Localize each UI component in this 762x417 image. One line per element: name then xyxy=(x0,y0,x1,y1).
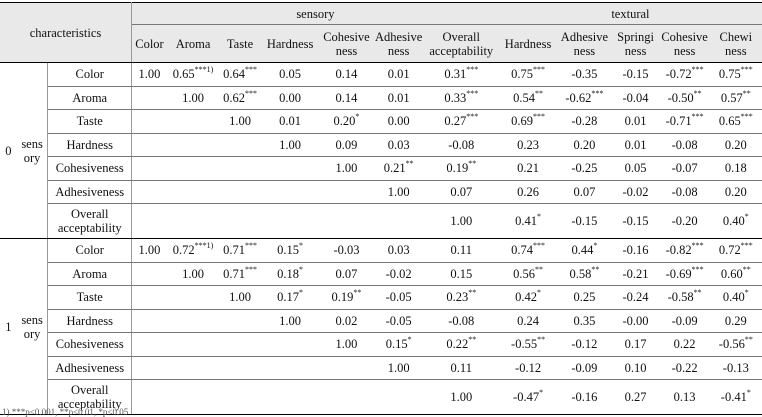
header-characteristics: characteristics xyxy=(0,3,132,63)
table-cell: 0.27*** xyxy=(424,110,499,134)
table-cell xyxy=(219,333,261,357)
table-cell: -0.15 xyxy=(612,204,660,239)
table-cell xyxy=(319,204,373,239)
table-cell xyxy=(167,157,219,181)
table-cell: 0.54** xyxy=(499,86,557,110)
table-cell: 0.58** xyxy=(557,262,611,286)
table-cell: 0.11 xyxy=(424,239,499,263)
group-label: sens ory xyxy=(17,63,48,239)
table-cell: 0.23** xyxy=(424,286,499,310)
table-cell: 0.10 xyxy=(612,356,660,380)
table-cell: 1.00 xyxy=(374,356,424,380)
table-cell: 0.29 xyxy=(710,309,762,333)
table-cell: 0.27 xyxy=(612,380,660,415)
table-row xyxy=(0,110,762,134)
table-cell: -0.25 xyxy=(557,157,611,181)
table-cell: 0.05 xyxy=(261,63,319,87)
table-cell xyxy=(132,157,167,181)
table-cell: 0.17 xyxy=(612,333,660,357)
table-cell: 0.71*** xyxy=(219,262,261,286)
table-cell: 0.07 xyxy=(319,262,373,286)
table-cell: -0.15 xyxy=(612,63,660,87)
row-label: Cohesiveness xyxy=(48,333,132,357)
table-cell: 0.19** xyxy=(319,286,373,310)
table-cell: 0.44* xyxy=(557,239,611,263)
footnote: 1) ***p<0.001, **p<0.01, *p<0.05 xyxy=(2,407,129,417)
table-cell: 0.05 xyxy=(612,157,660,181)
table-cell: 1.00 xyxy=(167,262,219,286)
table-cell xyxy=(319,356,373,380)
table-cell: 0.14 xyxy=(319,63,373,87)
table-cell: -0.02 xyxy=(612,180,660,204)
table-cell: 1.00 xyxy=(261,309,319,333)
table-cell: 0.15* xyxy=(261,239,319,263)
table-cell: 0.21** xyxy=(374,157,424,181)
table-cell xyxy=(132,356,167,380)
table-cell xyxy=(132,204,167,239)
table-cell: 0.20 xyxy=(710,180,762,204)
table-cell: 1.00 xyxy=(319,333,373,357)
table-cell: -0.56** xyxy=(710,333,762,357)
row-label: Adhesiveness xyxy=(48,180,132,204)
table-cell: 0.40* xyxy=(710,204,762,239)
table-cell: 0.03 xyxy=(374,133,424,157)
table-cell xyxy=(219,133,261,157)
table-cell: 0.20 xyxy=(710,133,762,157)
table-cell xyxy=(374,204,424,239)
table-cell: -0.15 xyxy=(557,204,611,239)
table-cell: 0.18* xyxy=(261,262,319,286)
table-cell: 0.64*** xyxy=(219,63,261,87)
row-label: Overall acceptability xyxy=(48,380,132,415)
table-cell: 0.01 xyxy=(261,110,319,134)
table-cell: 0.00 xyxy=(261,86,319,110)
table-cell: -0.16 xyxy=(557,380,611,415)
table-cell xyxy=(132,110,167,134)
table-cell: 0.15 xyxy=(424,262,499,286)
row-label: Overall acceptability xyxy=(48,204,132,239)
table-cell: 0.20* xyxy=(319,110,373,134)
table-cell: -0.82*** xyxy=(660,239,710,263)
table-cell xyxy=(167,333,219,357)
table-cell xyxy=(261,356,319,380)
table-cell: 0.65*** xyxy=(710,110,762,134)
group-number: 1 xyxy=(0,239,17,415)
table-cell: 0.01 xyxy=(374,86,424,110)
table-cell xyxy=(219,380,261,415)
table-cell: 0.11 xyxy=(424,356,499,380)
group-number: 0 xyxy=(0,63,17,239)
table-cell: 1.00 xyxy=(132,239,167,263)
row-label: Taste xyxy=(48,286,132,310)
table-cell xyxy=(261,204,319,239)
table-cell: 1.00 xyxy=(374,180,424,204)
table-cell: 1.00 xyxy=(219,286,261,310)
column-header: Hardness xyxy=(261,25,319,63)
table-cell: 0.60** xyxy=(710,262,762,286)
group-label: sens ory xyxy=(17,239,48,415)
table-cell xyxy=(261,380,319,415)
table-cell: 0.03 xyxy=(374,239,424,263)
table-row xyxy=(0,239,762,263)
table-cell: -0.47* xyxy=(499,380,557,415)
table-cell: 0.41* xyxy=(499,204,557,239)
column-header: Color xyxy=(132,25,167,63)
table-cell xyxy=(261,180,319,204)
table-cell: -0.21 xyxy=(612,262,660,286)
table-cell xyxy=(132,86,167,110)
table-cell xyxy=(132,180,167,204)
column-header: Aroma xyxy=(167,25,219,63)
table-row xyxy=(0,86,762,110)
column-header: Cohesive ness xyxy=(660,25,710,63)
table-cell: -0.72*** xyxy=(660,63,710,87)
table-row xyxy=(0,157,762,181)
table-cell: 0.07 xyxy=(557,180,611,204)
table-cell: 0.21 xyxy=(499,157,557,181)
table-cell: -0.07 xyxy=(660,157,710,181)
table-cell: -0.05 xyxy=(374,309,424,333)
table-cell: 0.18 xyxy=(710,157,762,181)
table-row xyxy=(0,356,762,380)
column-header: Overall acceptability xyxy=(424,25,499,63)
table-cell: 0.22** xyxy=(424,333,499,357)
table-cell xyxy=(132,133,167,157)
table-cell: 0.33*** xyxy=(424,86,499,110)
header-sensory: sensory xyxy=(132,3,499,25)
table-cell: 0.13 xyxy=(660,380,710,415)
table-cell: -0.24 xyxy=(612,286,660,310)
table-cell: 0.15* xyxy=(374,333,424,357)
table-cell: 0.14 xyxy=(319,86,373,110)
row-label: Hardness xyxy=(48,133,132,157)
table-cell: -0.09 xyxy=(557,356,611,380)
row-label: Color xyxy=(48,239,132,263)
table-cell: 0.19** xyxy=(424,157,499,181)
table-cell xyxy=(132,380,167,415)
table-cell: 0.71*** xyxy=(219,239,261,263)
table-cell xyxy=(167,356,219,380)
row-label: Aroma xyxy=(48,86,132,110)
table-cell: 1.00 xyxy=(261,133,319,157)
table-cell: 1.00 xyxy=(319,157,373,181)
table-cell xyxy=(219,356,261,380)
table-cell: 0.62*** xyxy=(219,86,261,110)
table-cell xyxy=(167,133,219,157)
table-cell: 0.01 xyxy=(612,110,660,134)
table-row xyxy=(0,133,762,157)
table-cell: -0.35 xyxy=(557,63,611,87)
column-header: Cohesive ness xyxy=(319,25,373,63)
header-textural: textural xyxy=(499,3,762,25)
table-cell: 0.75*** xyxy=(710,63,762,87)
table-cell: -0.69*** xyxy=(660,262,710,286)
table-cell: 1.00 xyxy=(167,86,219,110)
column-header: Adhesive ness xyxy=(557,25,611,63)
table-cell: 0.00 xyxy=(374,110,424,134)
table-cell xyxy=(261,157,319,181)
table-cell xyxy=(167,204,219,239)
table-cell: 0.07 xyxy=(424,180,499,204)
table-cell: 0.35 xyxy=(557,309,611,333)
table-row xyxy=(0,63,762,87)
table-cell xyxy=(219,309,261,333)
table-cell: -0.58** xyxy=(660,286,710,310)
table-row xyxy=(0,309,762,333)
row-label: Taste xyxy=(48,110,132,134)
table-cell: 0.20 xyxy=(557,133,611,157)
table-cell xyxy=(167,309,219,333)
table-cell: -0.62*** xyxy=(557,86,611,110)
table-cell: -0.28 xyxy=(557,110,611,134)
table-cell: 0.72*** xyxy=(710,239,762,263)
table-row xyxy=(0,333,762,357)
table-cell: -0.12 xyxy=(499,356,557,380)
table-row xyxy=(0,204,762,239)
table-cell: -0.22 xyxy=(660,356,710,380)
table-cell xyxy=(319,180,373,204)
table-cell: -0.08 xyxy=(424,133,499,157)
table-cell: 1.00 xyxy=(219,110,261,134)
table-cell: 0.72$^{***1)}$ xyxy=(167,239,219,263)
table-cell: 0.74*** xyxy=(499,239,557,263)
table-cell: 0.25 xyxy=(557,286,611,310)
table-cell: -0.08 xyxy=(660,180,710,204)
table-cell: -0.12 xyxy=(557,333,611,357)
correlation-table xyxy=(0,2,762,415)
table-cell: 0.01 xyxy=(374,63,424,87)
table-cell: -0.71*** xyxy=(660,110,710,134)
table-cell: -0.13 xyxy=(710,356,762,380)
column-header: Taste xyxy=(219,25,261,63)
table-cell: 0.69*** xyxy=(499,110,557,134)
table-cell: 1.00 xyxy=(424,204,499,239)
table-cell xyxy=(374,380,424,415)
table-cell xyxy=(132,333,167,357)
table-cell: -0.09 xyxy=(660,309,710,333)
table-cell: 0.31*** xyxy=(424,63,499,87)
table-cell xyxy=(132,262,167,286)
row-label: Aroma xyxy=(48,262,132,286)
table-cell: 0.57** xyxy=(710,86,762,110)
table-cell: -0.03 xyxy=(319,239,373,263)
row-label: Hardness xyxy=(48,309,132,333)
table-cell xyxy=(132,309,167,333)
column-header: Adhesive ness xyxy=(374,25,424,63)
table-cell: 0.56** xyxy=(499,262,557,286)
table-cell: 1.00 xyxy=(132,63,167,87)
table-cell: 0.22 xyxy=(660,333,710,357)
table-cell xyxy=(219,180,261,204)
table-cell: 1.00 xyxy=(424,380,499,415)
table-cell: -0.55** xyxy=(499,333,557,357)
table-cell: -0.41* xyxy=(710,380,762,415)
table-cell xyxy=(167,286,219,310)
table-cell xyxy=(167,180,219,204)
table-cell: -0.50** xyxy=(660,86,710,110)
table-cell: 0.23 xyxy=(499,133,557,157)
table-cell: 0.02 xyxy=(319,309,373,333)
table-cell: 0.24 xyxy=(499,309,557,333)
table-cell: 0.65$^{***1)}$ xyxy=(167,63,219,87)
table-row xyxy=(0,286,762,310)
table-row xyxy=(0,262,762,286)
row-label: Cohesiveness xyxy=(48,157,132,181)
table-cell xyxy=(219,157,261,181)
table-cell: -0.20 xyxy=(660,204,710,239)
table-cell: -0.16 xyxy=(612,239,660,263)
table-cell xyxy=(319,380,373,415)
table-cell: 0.42* xyxy=(499,286,557,310)
table-cell xyxy=(261,333,319,357)
table-cell: 0.40* xyxy=(710,286,762,310)
table-cell: 0.75*** xyxy=(499,63,557,87)
table-cell: -0.08 xyxy=(424,309,499,333)
table-cell: 0.17* xyxy=(261,286,319,310)
table-cell: -0.08 xyxy=(660,133,710,157)
table-cell xyxy=(219,204,261,239)
column-header: Hardness xyxy=(499,25,557,63)
table-cell: -0.05 xyxy=(374,286,424,310)
table-cell xyxy=(167,380,219,415)
table-cell: -0.02 xyxy=(374,262,424,286)
column-header: Springi ness xyxy=(612,25,660,63)
table-cell: 0.01 xyxy=(612,133,660,157)
table-cell xyxy=(132,286,167,310)
table-cell: 0.09 xyxy=(319,133,373,157)
table-cell: 0.26 xyxy=(499,180,557,204)
table-cell: -0.04 xyxy=(612,86,660,110)
table-cell xyxy=(167,110,219,134)
row-label: Adhesiveness xyxy=(48,356,132,380)
table-row xyxy=(0,180,762,204)
table-cell: -0.00 xyxy=(612,309,660,333)
column-header: Chewi ness xyxy=(710,25,762,63)
row-label: Color xyxy=(48,63,132,87)
